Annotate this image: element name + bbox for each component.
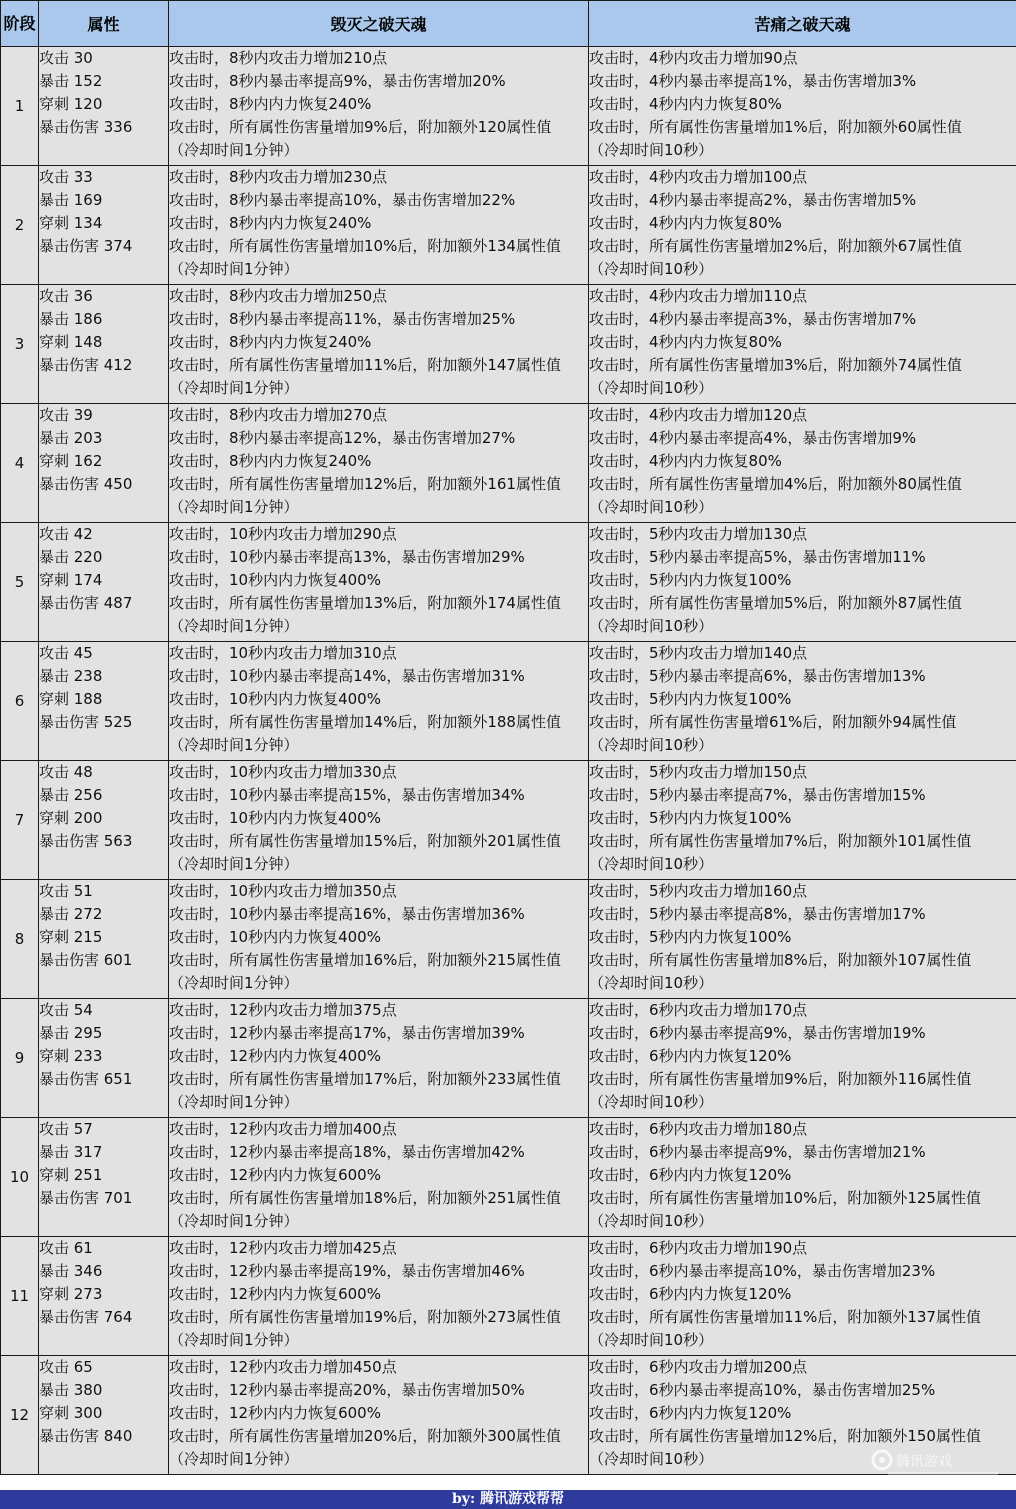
effect-b-cell bbox=[589, 999, 1016, 1118]
effect-b-cell-line: 攻击时，4秒内攻击力增加90点 bbox=[589, 49, 798, 67]
effect-b-cell bbox=[589, 1237, 1016, 1356]
attr-cell-line: 暴击 203 bbox=[39, 429, 103, 447]
effect-b-cell-line: 攻击时，5秒内内力恢复100% bbox=[589, 809, 792, 827]
stage-cell: 12 bbox=[1, 1356, 39, 1475]
attr-cell bbox=[39, 166, 169, 285]
effect-a-cell bbox=[169, 880, 589, 999]
attr-cell-line: 穿刺 134 bbox=[39, 214, 103, 232]
footer-credit: by: 腾讯游戏帮帮 bbox=[0, 1490, 1016, 1509]
table-row bbox=[1, 523, 1016, 642]
stage-cell: 7 bbox=[1, 761, 39, 880]
effect-a-cell-line: 攻击时，8秒内攻击力增加250点 bbox=[169, 287, 388, 305]
effect-b-cell-line: 攻击时，4秒内内力恢复80% bbox=[589, 333, 782, 351]
effect-a-cell-line: 攻击时，10秒内攻击力增加290点 bbox=[169, 525, 397, 543]
stage-cell: 3 bbox=[1, 285, 39, 404]
attr-cell-line: 暴击 169 bbox=[39, 191, 103, 209]
effect-b-cell-line: 攻击时，所有属性伤害量增加3%后，附加额外74属性值 bbox=[589, 356, 962, 374]
attr-cell-line: 穿刺 200 bbox=[39, 809, 103, 827]
attr-cell-line: 暴击 317 bbox=[39, 1143, 103, 1161]
effect-a-cell-line: 攻击时，所有属性伤害量增加18%后，附加额外251属性值 bbox=[169, 1189, 561, 1207]
table-row bbox=[1, 642, 1016, 761]
effect-a-cell-line: 攻击时，所有属性伤害量增加9%后，附加额外120属性值 bbox=[169, 118, 552, 136]
attr-cell-line: 暴击 238 bbox=[39, 667, 103, 685]
effect-a-cell bbox=[169, 285, 589, 404]
attr-cell-line: 暴击伤害 840 bbox=[39, 1427, 133, 1445]
effect-a-cell-line: 攻击时，所有属性伤害量增加17%后，附加额外233属性值 bbox=[169, 1070, 561, 1088]
effect-a-cell-line: 攻击时，10秒内攻击力增加310点 bbox=[169, 644, 397, 662]
effect-a-cell-line: 攻击时，12秒内暴击率提高19%，暴击伤害增加46% bbox=[169, 1262, 525, 1280]
effect-a-cell-line: 攻击时，8秒内内力恢复240% bbox=[169, 95, 372, 113]
attr-cell-line: 穿刺 233 bbox=[39, 1047, 103, 1065]
effect-b-cell-line: （冷却时间10秒） bbox=[589, 736, 714, 754]
attr-cell bbox=[39, 285, 169, 404]
effect-b-cell-line: （冷却时间10秒） bbox=[589, 1212, 714, 1230]
table-row bbox=[1, 166, 1016, 285]
table-row bbox=[1, 1237, 1016, 1356]
effect-b-cell-line: 攻击时，5秒内暴击率提高5%，暴击伤害增加11% bbox=[589, 548, 926, 566]
attr-cell-line: 攻击 36 bbox=[39, 287, 93, 305]
effect-a-cell bbox=[169, 761, 589, 880]
effect-b-cell-line: 攻击时，5秒内攻击力增加130点 bbox=[589, 525, 808, 543]
effect-a-cell-line: 攻击时，所有属性伤害量增加20%后，附加额外300属性值 bbox=[169, 1427, 561, 1445]
effect-a-cell-line: 攻击时，8秒内暴击率提高10%，暴击伤害增加22% bbox=[169, 191, 516, 209]
effect-b-cell bbox=[589, 523, 1016, 642]
effect-a-cell-line: （冷却时间1分钟） bbox=[169, 1093, 299, 1111]
effect-b-cell-line: 攻击时，6秒内暴击率提高9%，暴击伤害增加19% bbox=[589, 1024, 926, 1042]
attr-cell-line: 暴击伤害 601 bbox=[39, 951, 133, 969]
attr-cell-line: 穿刺 148 bbox=[39, 333, 103, 351]
effect-a-cell-line: 攻击时，所有属性伤害量增加11%后，附加额外147属性值 bbox=[169, 356, 561, 374]
effect-b-cell-line: 攻击时，5秒内攻击力增加150点 bbox=[589, 763, 808, 781]
stage-cell: 1 bbox=[1, 47, 39, 166]
attr-cell-line: 穿刺 251 bbox=[39, 1166, 103, 1184]
effect-b-cell-line: （冷却时间10秒） bbox=[589, 260, 714, 278]
attr-cell bbox=[39, 1118, 169, 1237]
effect-a-cell-line: （冷却时间1分钟） bbox=[169, 1450, 299, 1468]
attr-cell-line: 暴击伤害 487 bbox=[39, 594, 133, 612]
effect-b-cell-line: 攻击时，4秒内暴击率提高2%，暴击伤害增加5% bbox=[589, 191, 917, 209]
effect-a-cell-line: 攻击时，12秒内暴击率提高18%，暴击伤害增加42% bbox=[169, 1143, 525, 1161]
header-col-b: 苦痛之破天魂 bbox=[589, 1, 1016, 47]
effect-a-cell bbox=[169, 404, 589, 523]
stage-cell: 11 bbox=[1, 1237, 39, 1356]
effect-a-cell-line: 攻击时，12秒内内力恢复400% bbox=[169, 1047, 381, 1065]
effect-a-cell-line: 攻击时，12秒内攻击力增加450点 bbox=[169, 1358, 397, 1376]
effect-a-cell-line: 攻击时，12秒内攻击力增加400点 bbox=[169, 1120, 397, 1138]
effect-b-cell-line: 攻击时，5秒内内力恢复100% bbox=[589, 571, 792, 589]
effect-b-cell-line: 攻击时，5秒内暴击率提高6%，暴击伤害增加13% bbox=[589, 667, 926, 685]
attr-cell-line: 穿刺 273 bbox=[39, 1285, 103, 1303]
table-row bbox=[1, 47, 1016, 166]
logo-icon bbox=[868, 1438, 1008, 1494]
attr-cell bbox=[39, 404, 169, 523]
effect-b-cell-line: （冷却时间10秒） bbox=[589, 141, 714, 159]
attr-cell bbox=[39, 761, 169, 880]
effect-b-cell-line: 攻击时，4秒内内力恢复80% bbox=[589, 214, 782, 232]
table-row bbox=[1, 404, 1016, 523]
table-header-row bbox=[1, 1, 1016, 47]
effect-b-cell-line: 攻击时，6秒内内力恢复120% bbox=[589, 1285, 792, 1303]
attr-cell-line: 攻击 57 bbox=[39, 1120, 93, 1138]
attr-cell-line: 暴击 256 bbox=[39, 786, 103, 804]
effect-a-cell-line: 攻击时，所有属性伤害量增加14%后，附加额外188属性值 bbox=[169, 713, 561, 731]
effect-a-cell-line: 攻击时，10秒内攻击力增加330点 bbox=[169, 763, 397, 781]
effect-b-cell-line: 攻击时，5秒内攻击力增加160点 bbox=[589, 882, 808, 900]
effect-a-cell-line: 攻击时，所有属性伤害量增加16%后，附加额外215属性值 bbox=[169, 951, 561, 969]
stage-cell: 4 bbox=[1, 404, 39, 523]
attr-cell-line: 攻击 39 bbox=[39, 406, 93, 424]
attr-cell-line: 暴击伤害 764 bbox=[39, 1308, 133, 1326]
attr-cell-line: 暴击伤害 336 bbox=[39, 118, 133, 136]
effect-a-cell bbox=[169, 1118, 589, 1237]
effect-b-cell-line: （冷却时间10秒） bbox=[589, 617, 714, 635]
table-row bbox=[1, 999, 1016, 1118]
effect-b-cell-line: 攻击时，6秒内内力恢复120% bbox=[589, 1166, 792, 1184]
effect-a-cell-line: 攻击时，8秒内攻击力增加270点 bbox=[169, 406, 388, 424]
effect-b-cell-line: 攻击时，所有属性伤害量增加2%后，附加额外67属性值 bbox=[589, 237, 962, 255]
effect-b-cell-line: 攻击时，6秒内暴击率提高10%，暴击伤害增加23% bbox=[589, 1262, 936, 1280]
effect-a-cell-line: 攻击时，10秒内内力恢复400% bbox=[169, 571, 381, 589]
attr-cell-line: 穿刺 174 bbox=[39, 571, 103, 589]
effect-a-cell-line: （冷却时间1分钟） bbox=[169, 260, 299, 278]
effect-b-cell-line: 攻击时，6秒内攻击力增加180点 bbox=[589, 1120, 808, 1138]
effect-a-cell-line: （冷却时间1分钟） bbox=[169, 141, 299, 159]
effect-a-cell-line: 攻击时，12秒内攻击力增加425点 bbox=[169, 1239, 397, 1257]
effect-a-cell bbox=[169, 523, 589, 642]
effect-b-cell-line: 攻击时，6秒内攻击力增加190点 bbox=[589, 1239, 808, 1257]
effect-b-cell-line: （冷却时间10秒） bbox=[589, 1450, 714, 1468]
attr-cell-line: 暴击 186 bbox=[39, 310, 103, 328]
effect-a-cell-line: 攻击时，所有属性伤害量增加15%后，附加额外201属性值 bbox=[169, 832, 561, 850]
effect-b-cell-line: 攻击时，所有属性伤害量增加10%后，附加额外125属性值 bbox=[589, 1189, 981, 1207]
attr-cell bbox=[39, 999, 169, 1118]
attr-cell-line: 攻击 45 bbox=[39, 644, 93, 662]
effect-b-cell-line: 攻击时，所有属性伤害量增加7%后，附加额外101属性值 bbox=[589, 832, 972, 850]
effect-a-cell-line: 攻击时，10秒内暴击率提高13%，暴击伤害增加29% bbox=[169, 548, 525, 566]
effect-b-cell-line: （冷却时间10秒） bbox=[589, 855, 714, 873]
attr-cell-line: 暴击 346 bbox=[39, 1262, 103, 1280]
attr-cell bbox=[39, 1356, 169, 1475]
table-row bbox=[1, 1118, 1016, 1237]
effect-b-cell bbox=[589, 880, 1016, 999]
stage-cell: 2 bbox=[1, 166, 39, 285]
watermark bbox=[868, 1438, 1008, 1494]
effect-a-cell-line: 攻击时，8秒内内力恢复240% bbox=[169, 452, 372, 470]
effect-b-cell bbox=[589, 47, 1016, 166]
attr-cell-line: 暴击 272 bbox=[39, 905, 103, 923]
attr-cell-line: 暴击伤害 701 bbox=[39, 1189, 133, 1207]
effect-a-cell-line: 攻击时，所有属性伤害量增加10%后，附加额外134属性值 bbox=[169, 237, 561, 255]
effect-b-cell-line: 攻击时，6秒内暴击率提高9%，暴击伤害增加21% bbox=[589, 1143, 926, 1161]
effect-a-cell-line: 攻击时，12秒内内力恢复600% bbox=[169, 1285, 381, 1303]
effect-a-cell-line: 攻击时，12秒内内力恢复600% bbox=[169, 1166, 381, 1184]
effect-a-cell-line: （冷却时间1分钟） bbox=[169, 1331, 299, 1349]
effect-b-cell bbox=[589, 642, 1016, 761]
effect-b-cell-line: 攻击时，所有属性伤害量增加9%后，附加额外116属性值 bbox=[589, 1070, 972, 1088]
watermark-text: 腾讯游戏 bbox=[896, 1454, 952, 1470]
effect-b-cell-line: 攻击时，6秒内内力恢复120% bbox=[589, 1047, 792, 1065]
attr-cell-line: 暴击伤害 525 bbox=[39, 713, 133, 731]
effect-a-cell-line: 攻击时，8秒内攻击力增加210点 bbox=[169, 49, 388, 67]
attr-cell-line: 攻击 54 bbox=[39, 1001, 93, 1019]
effect-a-cell-line: 攻击时，10秒内内力恢复400% bbox=[169, 690, 381, 708]
effect-b-cell-line: 攻击时，4秒内攻击力增加110点 bbox=[589, 287, 808, 305]
attr-cell-line: 攻击 65 bbox=[39, 1358, 93, 1376]
effect-a-cell-line: （冷却时间1分钟） bbox=[169, 736, 299, 754]
attr-cell-line: 攻击 48 bbox=[39, 763, 93, 781]
effect-b-cell-line: 攻击时，4秒内暴击率提高4%，暴击伤害增加9% bbox=[589, 429, 917, 447]
stage-cell: 8 bbox=[1, 880, 39, 999]
attr-cell bbox=[39, 523, 169, 642]
effect-b-cell-line: （冷却时间10秒） bbox=[589, 1331, 714, 1349]
effect-a-cell-line: （冷却时间1分钟） bbox=[169, 617, 299, 635]
effect-a-cell-line: 攻击时，10秒内内力恢复400% bbox=[169, 809, 381, 827]
attr-cell-line: 暴击伤害 412 bbox=[39, 356, 133, 374]
attr-cell-line: 攻击 61 bbox=[39, 1239, 93, 1257]
effect-a-cell-line: 攻击时，8秒内内力恢复240% bbox=[169, 214, 372, 232]
attr-cell bbox=[39, 880, 169, 999]
effect-a-cell-line: （冷却时间1分钟） bbox=[169, 974, 299, 992]
effect-b-cell-line: 攻击时，6秒内暴击率提高10%，暴击伤害增加25% bbox=[589, 1381, 936, 1399]
effect-a-cell-line: 攻击时，10秒内暴击率提高15%，暴击伤害增加34% bbox=[169, 786, 525, 804]
attr-cell-line: 暴击 152 bbox=[39, 72, 103, 90]
effect-a-cell-line: 攻击时，10秒内暴击率提高14%，暴击伤害增加31% bbox=[169, 667, 525, 685]
effect-b-cell-line: （冷却时间10秒） bbox=[589, 498, 714, 516]
attr-cell bbox=[39, 47, 169, 166]
attr-cell bbox=[39, 1237, 169, 1356]
effect-a-cell-line: 攻击时，12秒内暴击率提高17%，暴击伤害增加39% bbox=[169, 1024, 525, 1042]
attr-cell-line: 暴击伤害 450 bbox=[39, 475, 133, 493]
effect-b-cell-line: 攻击时，5秒内暴击率提高7%，暴击伤害增加15% bbox=[589, 786, 926, 804]
attr-cell-line: 暴击伤害 374 bbox=[39, 237, 133, 255]
stage-cell: 6 bbox=[1, 642, 39, 761]
effect-a-cell bbox=[169, 1237, 589, 1356]
attr-cell-line: 暴击 380 bbox=[39, 1381, 103, 1399]
effect-a-cell-line: 攻击时，8秒内暴击率提高11%，暴击伤害增加25% bbox=[169, 310, 516, 328]
effect-b-cell-line: 攻击时，所有属性伤害量增加4%后，附加额外80属性值 bbox=[589, 475, 962, 493]
effect-a-cell-line: 攻击时，8秒内攻击力增加230点 bbox=[169, 168, 388, 186]
attr-cell bbox=[39, 642, 169, 761]
effect-b-cell-line: 攻击时，5秒内暴击率提高8%，暴击伤害增加17% bbox=[589, 905, 926, 923]
effect-b-cell bbox=[589, 285, 1016, 404]
effect-b-cell-line: 攻击时，4秒内内力恢复80% bbox=[589, 452, 782, 470]
effect-a-cell-line: （冷却时间1分钟） bbox=[169, 1212, 299, 1230]
effect-a-cell-line: 攻击时，所有属性伤害量增加12%后，附加额外161属性值 bbox=[169, 475, 561, 493]
effect-b-cell-line: 攻击时，所有属性伤害量增加8%后，附加额外107属性值 bbox=[589, 951, 972, 969]
effect-a-cell-line: （冷却时间1分钟） bbox=[169, 498, 299, 516]
effect-b-cell-line: 攻击时，所有属性伤害量增加1%后，附加额外60属性值 bbox=[589, 118, 962, 136]
attr-cell-line: 攻击 33 bbox=[39, 168, 93, 186]
effect-b-cell-line: 攻击时，4秒内暴击率提高3%，暴击伤害增加7% bbox=[589, 310, 917, 328]
attr-cell-line: 穿刺 120 bbox=[39, 95, 103, 113]
attr-cell-line: 攻击 30 bbox=[39, 49, 93, 67]
effect-b-cell-line: 攻击时，6秒内内力恢复120% bbox=[589, 1404, 792, 1422]
effect-b-cell-line: （冷却时间10秒） bbox=[589, 379, 714, 397]
effect-a-cell bbox=[169, 1356, 589, 1475]
attr-cell-line: 暴击 295 bbox=[39, 1024, 103, 1042]
table-row bbox=[1, 1356, 1016, 1475]
effect-b-cell-line: 攻击时，所有属性伤害量增加12%后，附加额外150属性值 bbox=[589, 1427, 981, 1445]
effect-b-cell-line: 攻击时，5秒内内力恢复100% bbox=[589, 928, 792, 946]
effect-a-cell-line: 攻击时，所有属性伤害量增加19%后，附加额外273属性值 bbox=[169, 1308, 561, 1326]
effect-a-cell-line: 攻击时，12秒内攻击力增加375点 bbox=[169, 1001, 397, 1019]
effect-a-cell-line: 攻击时，所有属性伤害量增加13%后，附加额外174属性值 bbox=[169, 594, 561, 612]
effect-b-cell-line: 攻击时，5秒内内力恢复100% bbox=[589, 690, 792, 708]
attr-cell-line: 攻击 51 bbox=[39, 882, 93, 900]
effect-b-cell-line: 攻击时，5秒内攻击力增加140点 bbox=[589, 644, 808, 662]
effect-b-cell-line: 攻击时，6秒内攻击力增加170点 bbox=[589, 1001, 808, 1019]
effect-a-cell bbox=[169, 47, 589, 166]
effect-a-cell-line: 攻击时，12秒内内力恢复600% bbox=[169, 1404, 381, 1422]
effect-a-cell-line: 攻击时，10秒内攻击力增加350点 bbox=[169, 882, 397, 900]
effect-b-cell-line: （冷却时间10秒） bbox=[589, 1093, 714, 1111]
effect-b-cell-line: 攻击时，4秒内攻击力增加100点 bbox=[589, 168, 808, 186]
effect-a-cell-line: 攻击时，12秒内暴击率提高20%，暴击伤害增加50% bbox=[169, 1381, 525, 1399]
table-row bbox=[1, 880, 1016, 999]
effect-b-cell bbox=[589, 166, 1016, 285]
table-row bbox=[1, 285, 1016, 404]
effect-a-cell-line: （冷却时间1分钟） bbox=[169, 855, 299, 873]
attr-cell-line: 穿刺 162 bbox=[39, 452, 103, 470]
effect-b-cell-line: 攻击时，4秒内攻击力增加120点 bbox=[589, 406, 808, 424]
attr-cell-line: 穿刺 300 bbox=[39, 1404, 103, 1422]
effect-a-cell bbox=[169, 642, 589, 761]
effect-a-cell-line: 攻击时，10秒内暴击率提高16%，暴击伤害增加36% bbox=[169, 905, 525, 923]
stage-cell: 9 bbox=[1, 999, 39, 1118]
effect-b-cell-line: 攻击时，所有属性伤害量增加11%后，附加额外137属性值 bbox=[589, 1308, 981, 1326]
effect-b-cell-line: 攻击时，所有属性伤害量增加5%后，附加额外87属性值 bbox=[589, 594, 962, 612]
table-row bbox=[1, 761, 1016, 880]
stage-cell: 5 bbox=[1, 523, 39, 642]
effect-a-cell-line: 攻击时，8秒内内力恢复240% bbox=[169, 333, 372, 351]
header-stage: 阶段 bbox=[1, 1, 39, 47]
effect-a-cell-line: 攻击时，10秒内内力恢复400% bbox=[169, 928, 381, 946]
attr-cell-line: 穿刺 188 bbox=[39, 690, 103, 708]
attr-cell-line: 攻击 42 bbox=[39, 525, 93, 543]
header-col-a: 毁灭之破天魂 bbox=[169, 1, 589, 47]
effect-a-cell bbox=[169, 999, 589, 1118]
effect-b-cell-line: 攻击时，所有属性伤害量增61%后，附加额外94属性值 bbox=[589, 713, 957, 731]
attr-cell-line: 穿刺 215 bbox=[39, 928, 103, 946]
header-attr: 属性 bbox=[39, 1, 169, 47]
effect-a-cell-line: 攻击时，8秒内暴击率提高9%，暴击伤害增加20% bbox=[169, 72, 506, 90]
effect-b-cell-line: 攻击时，6秒内攻击力增加200点 bbox=[589, 1358, 808, 1376]
effect-b-cell-line: 攻击时，4秒内内力恢复80% bbox=[589, 95, 782, 113]
effect-b-cell-line: （冷却时间10秒） bbox=[589, 974, 714, 992]
attr-cell-line: 暴击伤害 651 bbox=[39, 1070, 133, 1088]
effect-b-cell bbox=[589, 404, 1016, 523]
effect-a-cell-line: 攻击时，8秒内暴击率提高12%，暴击伤害增加27% bbox=[169, 429, 516, 447]
effect-a-cell-line: （冷却时间1分钟） bbox=[169, 379, 299, 397]
effect-a-cell bbox=[169, 166, 589, 285]
stage-cell: 10 bbox=[1, 1118, 39, 1237]
attr-cell-line: 暴击 220 bbox=[39, 548, 103, 566]
effect-b-cell bbox=[589, 1118, 1016, 1237]
effect-b-cell bbox=[589, 761, 1016, 880]
attr-cell-line: 暴击伤害 563 bbox=[39, 832, 133, 850]
effect-b-cell-line: 攻击时，4秒内暴击率提高1%，暴击伤害增加3% bbox=[589, 72, 917, 90]
